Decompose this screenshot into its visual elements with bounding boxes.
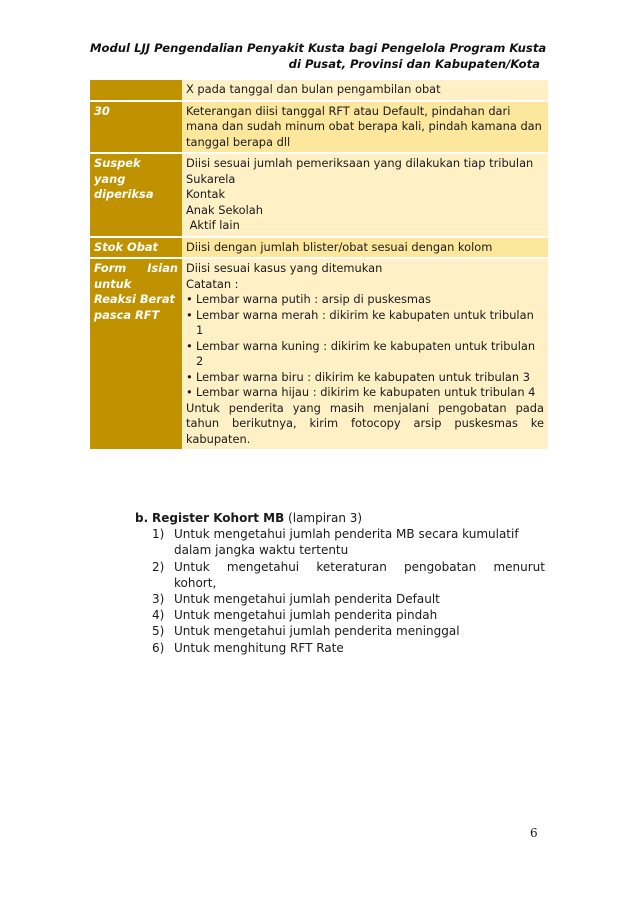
instruction-table <box>90 80 548 449</box>
bullet-text: Lembar warna kuning : dikirim ke kabupaten untuk tribulan 2 <box>196 338 536 368</box>
text-line: Aktif lain <box>186 218 240 232</box>
bullet-text: Lembar warna hijau : dikirim ke kabupaten untuk tribulan 4 <box>196 385 536 399</box>
item-number: 2) <box>152 559 165 574</box>
label-word: Isian <box>147 261 178 275</box>
item-number: 3) <box>152 592 165 607</box>
row-label <box>90 153 182 237</box>
bullet-icon: • <box>186 292 193 306</box>
label-line: pasca RFT <box>94 307 160 322</box>
list-item <box>152 559 545 591</box>
list-item <box>186 292 544 308</box>
list-item <box>186 339 544 370</box>
row-text: X pada tanggal dan bulan pengambilan obat <box>182 80 548 101</box>
section-heading: Register Kohort MB <box>152 511 285 525</box>
row-label: 30 <box>90 101 182 154</box>
item-line: dalam jangka waktu tertentu <box>174 543 349 558</box>
row-label <box>90 80 182 101</box>
running-header <box>90 40 547 72</box>
item-line: Untuk menghitung RFT Rate <box>174 640 344 655</box>
text-line: Sukarela <box>186 171 236 186</box>
bullet-text: Lembar warna merah : dikirim ke kabupaten untuk tribulan 1 <box>196 307 534 337</box>
bullet-icon: • <box>186 385 193 399</box>
list-item <box>152 607 545 623</box>
list-item <box>152 591 545 607</box>
item-number: 4) <box>152 608 165 623</box>
row-text: Keterangan diisi tanggal RFT atau Default, pindahan dari mana dan sudah minum obat berapa kali, pindah kamana dan tanggal berapa dll <box>182 101 548 154</box>
row-label: Stok Obat <box>90 237 182 259</box>
item-line: Untuk mengetahui jumlah penderita MB secara kumulatif <box>174 527 519 542</box>
item-line: Untuk mengetahui keteraturan pengobatan menurut <box>174 559 545 574</box>
table-row <box>90 153 548 237</box>
item-line: kohort, <box>174 575 217 590</box>
table-row <box>90 80 548 101</box>
label-line: Suspek <box>94 156 141 170</box>
list-item <box>186 308 544 339</box>
text-line: kabupaten. <box>186 431 251 446</box>
bullet-icon: • <box>186 307 193 322</box>
row-text: Diisi dengan jumlah blister/obat sesuai dengan kolom <box>182 237 548 259</box>
list-item <box>186 370 544 386</box>
list-item <box>186 385 544 401</box>
purpose-list <box>135 526 545 656</box>
list-item <box>152 640 545 656</box>
row-text <box>182 258 548 449</box>
table-row <box>90 258 548 449</box>
label-line: untuk <box>94 276 132 291</box>
header-line-2: di Pusat, Provinsi dan Kabupaten/Kota <box>288 57 540 71</box>
list-item <box>152 526 545 558</box>
text-line: Diisi sesuai jumlah pemeriksaan yang dilakukan tiap tribulan <box>186 156 534 170</box>
row-label <box>90 258 182 449</box>
item-line: Untuk mengetahui jumlah penderita pindah <box>174 608 438 623</box>
item-number: 5) <box>152 624 165 639</box>
item-number: 6) <box>152 640 165 655</box>
text-line: tahun berikutnya, kirim fotocopy arsip puskesmas ke <box>186 416 544 430</box>
table-row <box>90 101 548 154</box>
text-line: Untuk penderita yang masih menjalani pengobatan pada <box>186 400 544 415</box>
row-text <box>182 153 548 237</box>
item-line: Untuk mengetahui jumlah penderita Default <box>174 592 440 607</box>
section-title <box>135 510 545 526</box>
label-line <box>94 261 178 277</box>
page-number: 6 <box>530 826 538 840</box>
list-item <box>152 623 545 639</box>
bullet-icon: • <box>186 338 193 353</box>
label-word: Form <box>94 261 127 275</box>
text-line: Diisi sesuai kasus yang ditemukan <box>186 261 383 275</box>
bullet-text: Lembar warna putih : arsip di puskesmas <box>196 292 431 306</box>
text-line: Kontak <box>186 187 226 201</box>
section-marker: b. <box>135 511 149 525</box>
item-number: 1) <box>152 527 165 542</box>
header-line-1: Modul LJJ Pengendalian Penyakit Kusta bagi Pengelola Program Kusta <box>90 41 547 55</box>
section-b <box>135 510 545 656</box>
table-row <box>90 237 548 259</box>
item-line: Untuk mengetahui jumlah penderita meninggal <box>174 624 460 639</box>
text-line: Catatan : <box>186 276 239 291</box>
text-line: Anak Sekolah <box>186 202 263 217</box>
bullet-text: Lembar warna biru : dikirim ke kabupaten untuk tribulan 3 <box>196 369 530 384</box>
label-line: diperiksa <box>94 187 154 201</box>
label-line: Reaksi Berat <box>94 292 175 306</box>
bullet-icon: • <box>186 369 193 384</box>
label-line: yang <box>94 171 126 186</box>
section-subtitle: (lampiran 3) <box>284 511 363 525</box>
